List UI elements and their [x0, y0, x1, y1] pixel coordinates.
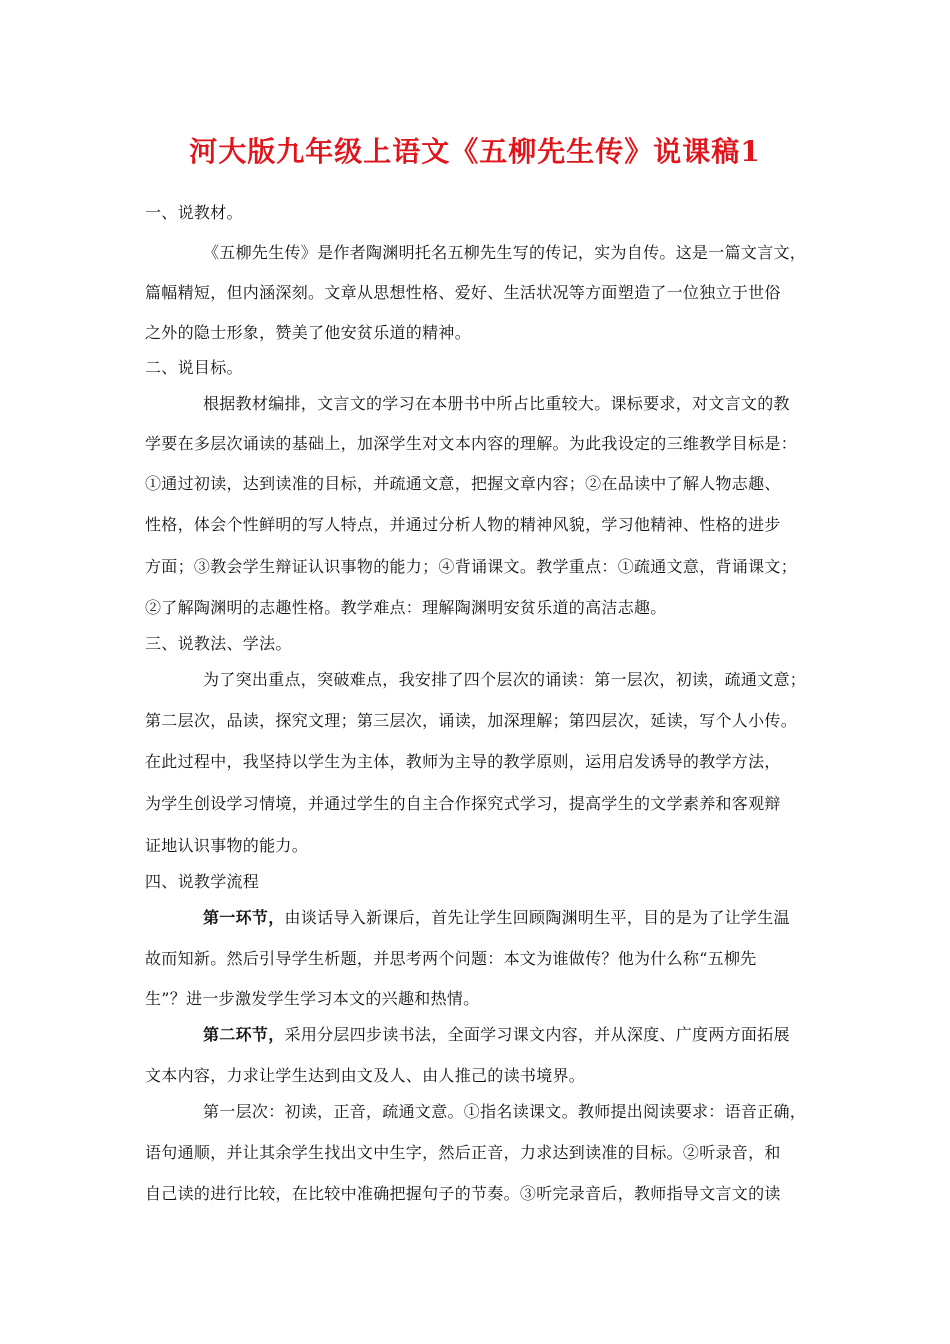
paragraph-line: 故而知新。然后引导学生析题，并思考两个问题：本文为谁做传？他为什么称“五柳先 — [145, 949, 757, 968]
step-label: 第二环节， — [203, 1025, 285, 1044]
paragraph-line: 第一层次：初读，正音，疏通文意。①指名读课文。教师提出阅读要求：语音正确， — [203, 1102, 807, 1121]
paragraph-line: 为了突出重点，突破难点，我安排了四个层次的诵读：第一层次，初读，疏通文意； — [203, 670, 807, 689]
paragraph-line: 《五柳先生传》是作者陶渊明托名五柳先生写的传记，实为自传。这是一篇文言文， — [203, 243, 807, 262]
section-heading-2: 二、说目标。 — [145, 358, 243, 377]
paragraph-line: 证地认识事物的能力。 — [145, 836, 309, 855]
paragraph-line: 篇幅精短，但内涵深刻。文章从思想性格、爱好、生活状况等方面塑造了一位独立于世俗 — [145, 283, 781, 302]
paragraph-line: 性格，体会个性鲜明的写人特点，并通过分析人物的精神风貌，学习他精神、性格的进步 — [145, 515, 781, 534]
step-label: 第一环节， — [203, 908, 285, 927]
paragraph-line: 根据教材编排，文言文的学习在本册书中所占比重较大。课标要求，对文言文的教 — [203, 394, 790, 413]
paragraph-line: 自己读的进行比较，在比较中准确把握句子的节奏。③听完录音后，教师指导文言文的读 — [145, 1184, 781, 1203]
section-heading-1: 一、说教材。 — [145, 203, 243, 222]
section-heading-3: 三、说教法、学法。 — [145, 634, 292, 653]
paragraph-line: 语句通顺，并让其余学生找出文中生字，然后正音，力求达到读准的目标。②听录音，和 — [145, 1143, 781, 1162]
paragraph-line: 在此过程中，我坚持以学生为主体，教师为主导的教学原则，运用启发诱导的教学方法， — [145, 752, 781, 771]
paragraph-line: 方面；③教会学生辩证认识事物的能力；④背诵课文。教学重点：①疏通文意，背诵课文； — [145, 557, 798, 576]
paragraph-text: 由谈话导入新课后，首先让学生回顾陶渊明生平，目的是为了让学生温 — [284, 908, 790, 927]
paragraph-line: 之外的隐士形象，赞美了他安贫乐道的精神。 — [145, 323, 472, 342]
paragraph-line: 学要在多层次诵读的基础上，加深学生对文本内容的理解。为此我设定的三维教学目标是： — [145, 434, 798, 453]
paragraph-line: ①通过初读，达到读准的目标，并疏通文意，把握文章内容；②在品读中了解人物志趣、 — [145, 474, 781, 493]
paragraph-line — [203, 908, 790, 928]
page-title: 河大版九年级上语文《五柳先生传》说课稿1 — [189, 135, 761, 168]
paragraph-line: 第二层次，品读，探究文理；第三层次，诵读，加深理解；第四层次，延读，写个人小传。 — [145, 711, 798, 730]
paragraph-text: 采用分层四步读书法，全面学习课文内容，并从深度、广度两方面拓展 — [284, 1025, 790, 1044]
paragraph-line: 为学生创设学习情境，并通过学生的自主合作探究式学习，提高学生的文学素养和客观辩 — [145, 794, 781, 813]
paragraph-line: 文本内容，力求让学生达到由文及人、由人推己的读书境界。 — [145, 1066, 586, 1085]
paragraph-line: 生”？进一步激发学生学习本文的兴趣和热情。 — [145, 989, 480, 1008]
paragraph-line: ②了解陶渊明的志趣性格。教学难点：理解陶渊明安贫乐道的高洁志趣。 — [145, 598, 667, 617]
section-heading-4: 四、说教学流程 — [145, 872, 260, 891]
paragraph-line — [203, 1025, 790, 1045]
